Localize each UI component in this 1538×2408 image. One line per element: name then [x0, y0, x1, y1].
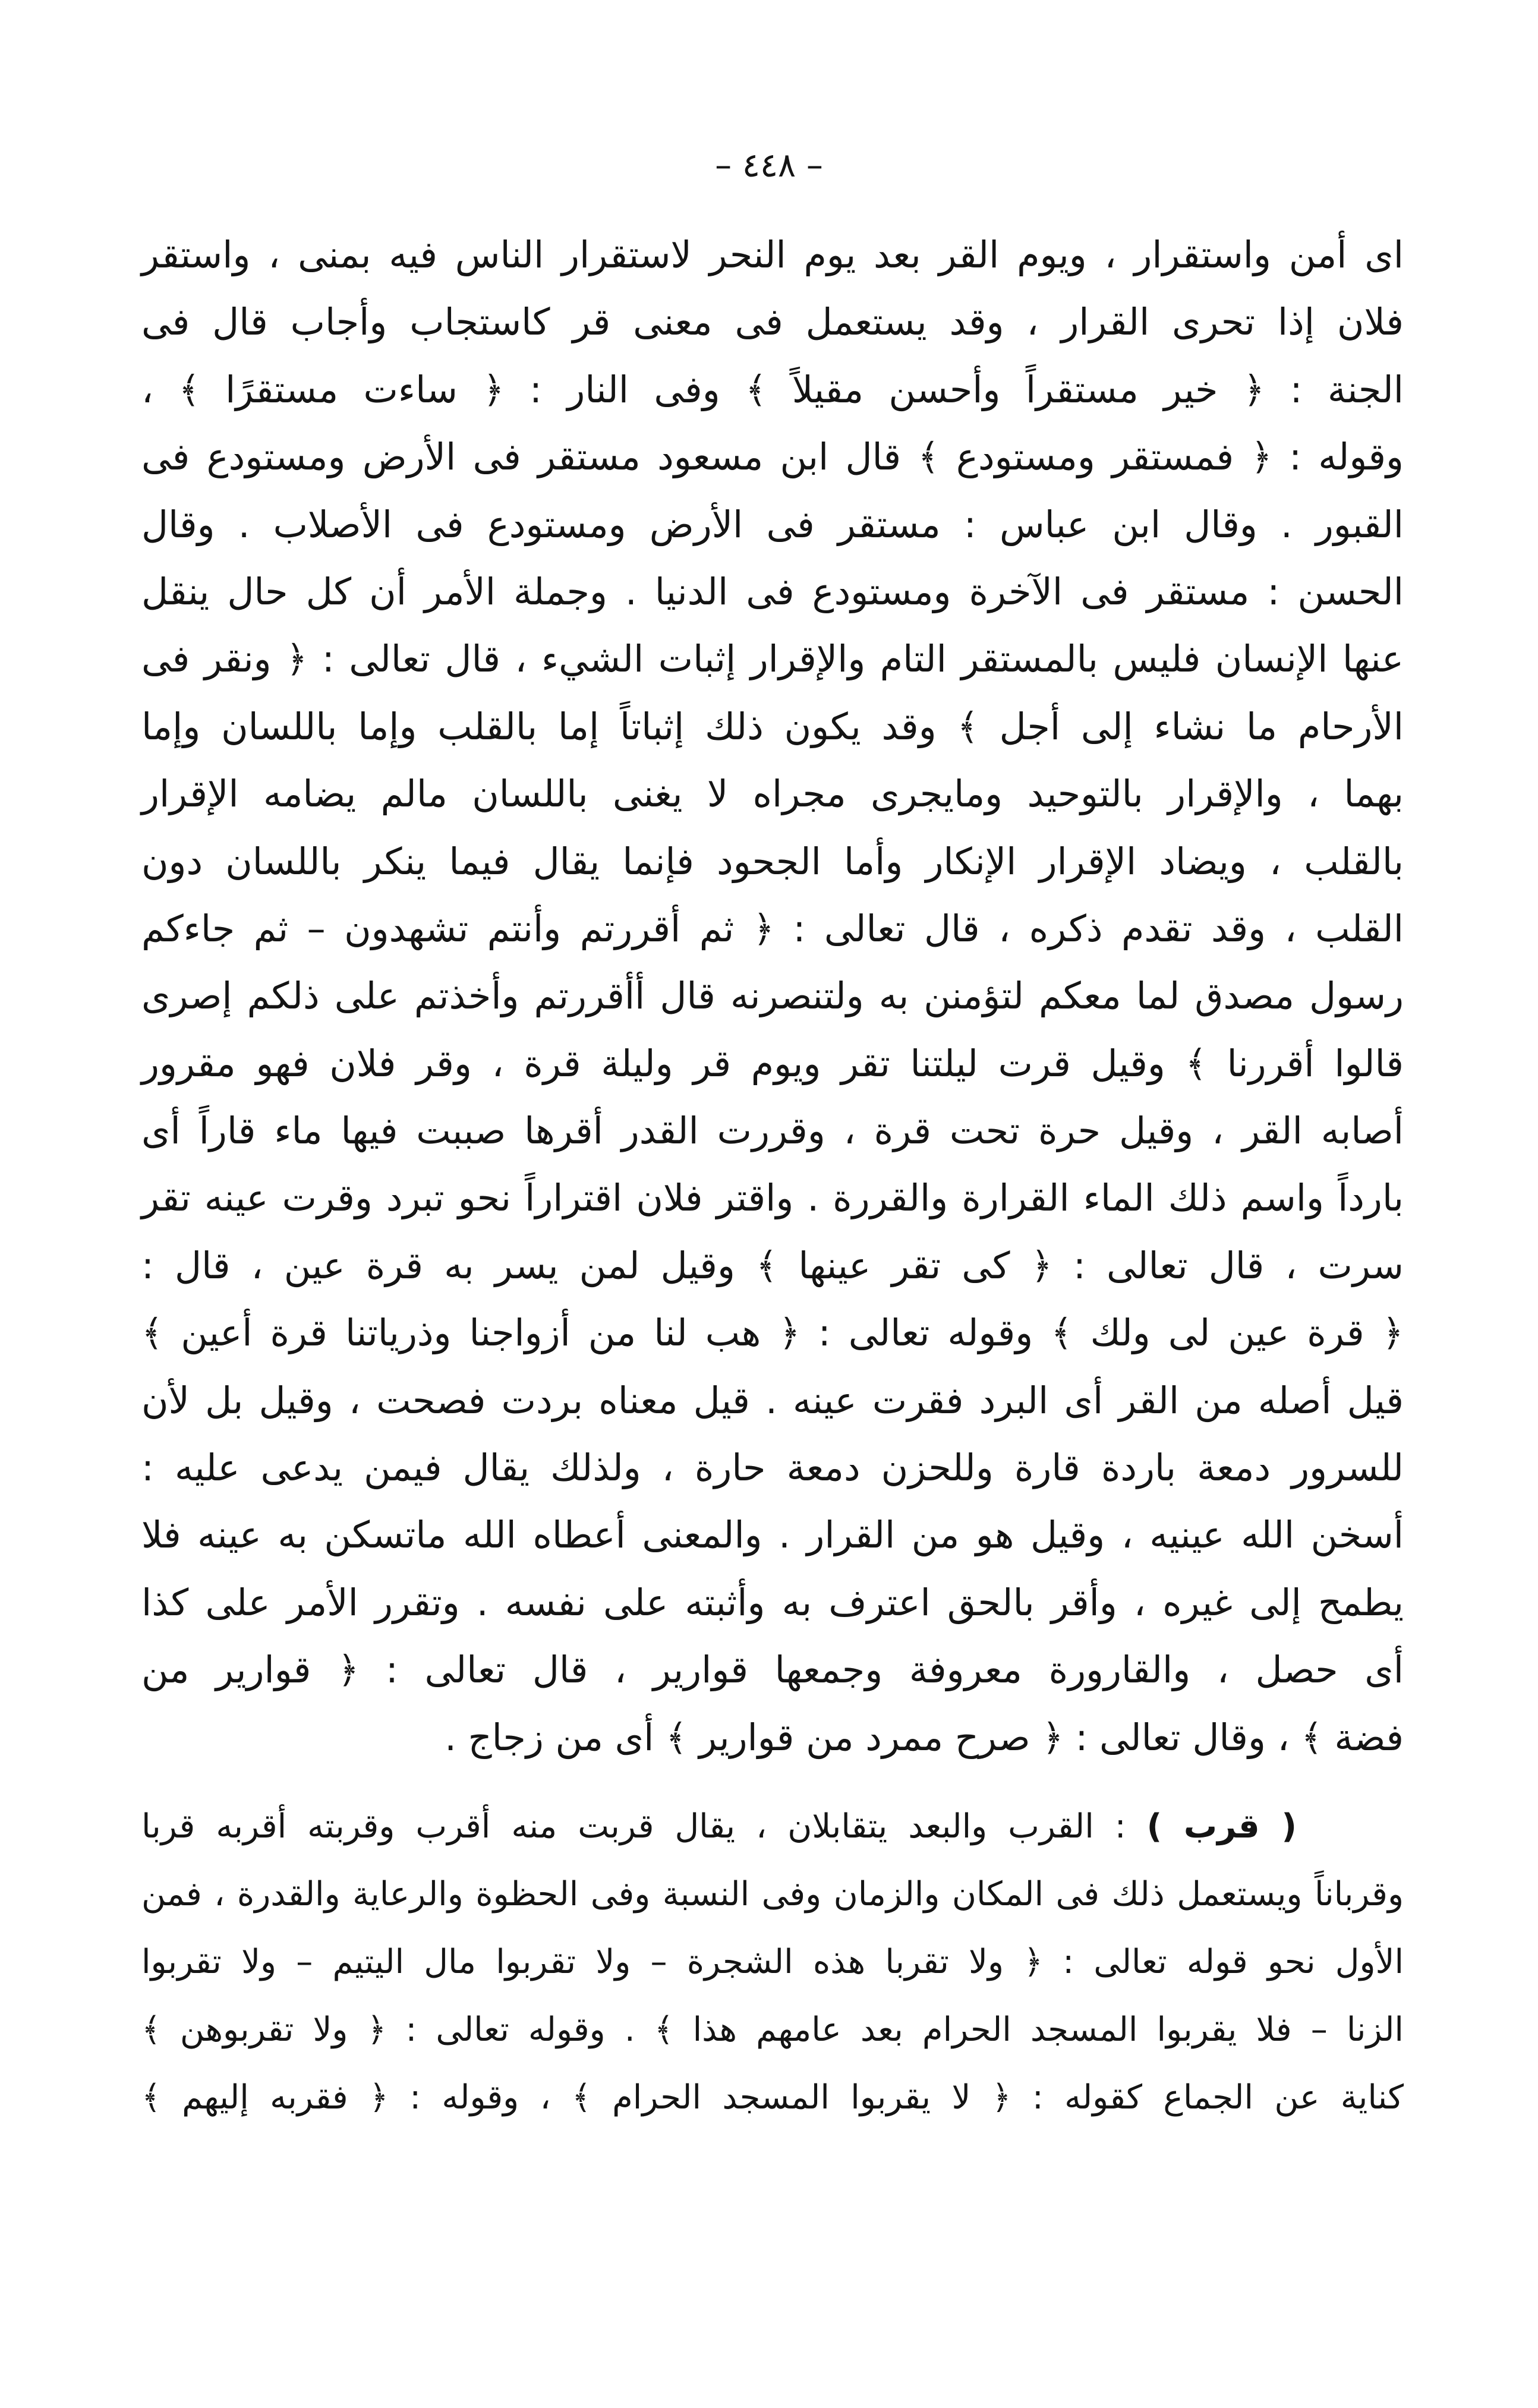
text-line: القلب ، وقد تقدم ذكره ، قال تعالى : ﴿ ثم أقررتم وأنتم تشهدون – ثم جاءكم	[141, 906, 1404, 950]
text-line: أى حصل ، والقارورة معروفة وجمعها قوارير ، قال تعالى : ﴿ قوارير من	[141, 1648, 1404, 1692]
text-line: بالقلب ، ويضاد الإقرار الإنكار وأما الجحود فإنما يقال فيما ينكر باللسان دون	[141, 839, 1404, 883]
text-line: كناية عن الجماع كقوله : ﴿ لا يقربوا المسجد الحرام ﴾ ، وقوله : ﴿ فقربه إليهم ﴾	[141, 2078, 1404, 2117]
text-line: الأول نحو قوله تعالى : ﴿ ولا تقربا هذه الشجرة – ولا تقربوا مال اليتيم – ولا تقربوا	[141, 1943, 1404, 1981]
text-line: قالوا أقررنا ﴾ وقيل قرت ليلتنا تقر ويوم قر وليلة قرة ، وقر فلان فهو مقرور	[141, 1041, 1404, 1085]
text-line: فلان إذا تحرى القرار ، وقد يستعمل فى معنى قر كاستجاب وأجاب قال فى	[141, 300, 1404, 344]
entry-qurb-block	[141, 1793, 1404, 2132]
text-line: بارداً واسم ذلك الماء القرارة والقررة . واقتر فلان اقتراراً نحو تبرد وقرت عينه تقر	[141, 1176, 1404, 1220]
text-line: القبور . وقال ابن عباس : مستقر فى الأرض ومستودع فى الأصلاب . وقال	[141, 502, 1404, 546]
text-line: قيل أصله من القر أى البرد فقرت عينه . قيل معناه بردت فصحت ، وقيل بل لأن	[141, 1378, 1404, 1422]
text-line: وقوله : ﴿ فمستقر ومستودع ﴾ قال ابن مسعود مستقر فى الأرض ومستودع فى	[141, 435, 1404, 479]
text-line: فضة ﴾ ، وقال تعالى : ﴿ صرح ممرد من قوارير ﴾ أى من زجاج .	[445, 1715, 1404, 1759]
text-line: للسرور دمعة باردة قارة وللحزن دمعة حارة ، ولذلك يقال فيمن يدعى عليه :	[141, 1446, 1404, 1490]
text-line: الجنة : ﴿ خير مستقراً وأحسن مقيلاً ﴾ وفى النار : ﴿ ساءت مستقرًا ﴾ ،	[141, 367, 1404, 411]
text-line: الحسن : مستقر فى الآخرة ومستودع فى الدنيا . وجملة الأمر أن كل حال ينقل	[141, 569, 1404, 613]
text-line: رسول مصدق لما معكم لتؤمنن به ولتنصرنه قال أأقررتم وأخذتم على ذلكم إصرى	[141, 974, 1404, 1018]
text-line: وقرباناً ويستعمل ذلك فى المكان والزمان وفى النسبة وفى الحظوة والرعاية والقدرة ، فمن	[141, 1875, 1404, 1914]
text-line: ﴿ قرة عين لى ولك ﴾ وقوله تعالى : ﴿ هب لنا من أزواجنا وذرياتنا قرة أعين ﴾	[141, 1311, 1404, 1355]
entry-headword: ( قرب )	[1146, 1807, 1297, 1846]
text-line: أسخن الله عينيه ، وقيل هو من القرار . والمعنى أعطاه الله ماتسكن به عينه فلا	[141, 1513, 1404, 1557]
text-line: بهما ، والإقرار بالتوحيد ومايجرى مجراه لا يغنى باللسان مالم يضامه الإقرار	[141, 772, 1404, 816]
text-line-content: : القرب والبعد يتقابلان ، يقال قربت منه أقرب وقربته أقربه قربا	[141, 1807, 1126, 1846]
text-line: يطمح إلى غيره ، وأقر بالحق اعترف به وأثبته على نفسه . وتقرر الأمر على كذا	[141, 1580, 1404, 1624]
text-line: عنها الإنسان فليس بالمستقر التام والإقرار إثبات الشيء ، قال تعالى : ﴿ ونقر فى	[141, 637, 1404, 681]
text-line: الزنا – فلا يقربوا المسجد الحرام بعد عامهم هذا ﴾ . وقوله تعالى : ﴿ ولا تقربوهن ﴾	[141, 2010, 1404, 2049]
text-line: اى أمن واستقرار ، ويوم القر بعد يوم النحر لاستقرار الناس فيه بمنى ، واستقر	[141, 233, 1404, 276]
text-line	[141, 1793, 1404, 1861]
main-text-block	[141, 221, 1404, 1771]
text-line: الأرحام ما نشاء إلى أجل ﴾ وقد يكون ذلك إثباتاً إما بالقلب وإما باللسان وإما	[141, 704, 1404, 748]
text-line: أصابه القر ، وقيل حرة تحت قرة ، وقررت القدر أقرها صببت فيها ماء قاراً أى	[141, 1109, 1404, 1153]
text-line: سرت ، قال تعالى : ﴿ كى تقر عينها ﴾ وقيل لمن يسر به قرة عين ، قال :	[141, 1243, 1404, 1287]
page-number: – ٤٤٨ –	[715, 146, 823, 185]
